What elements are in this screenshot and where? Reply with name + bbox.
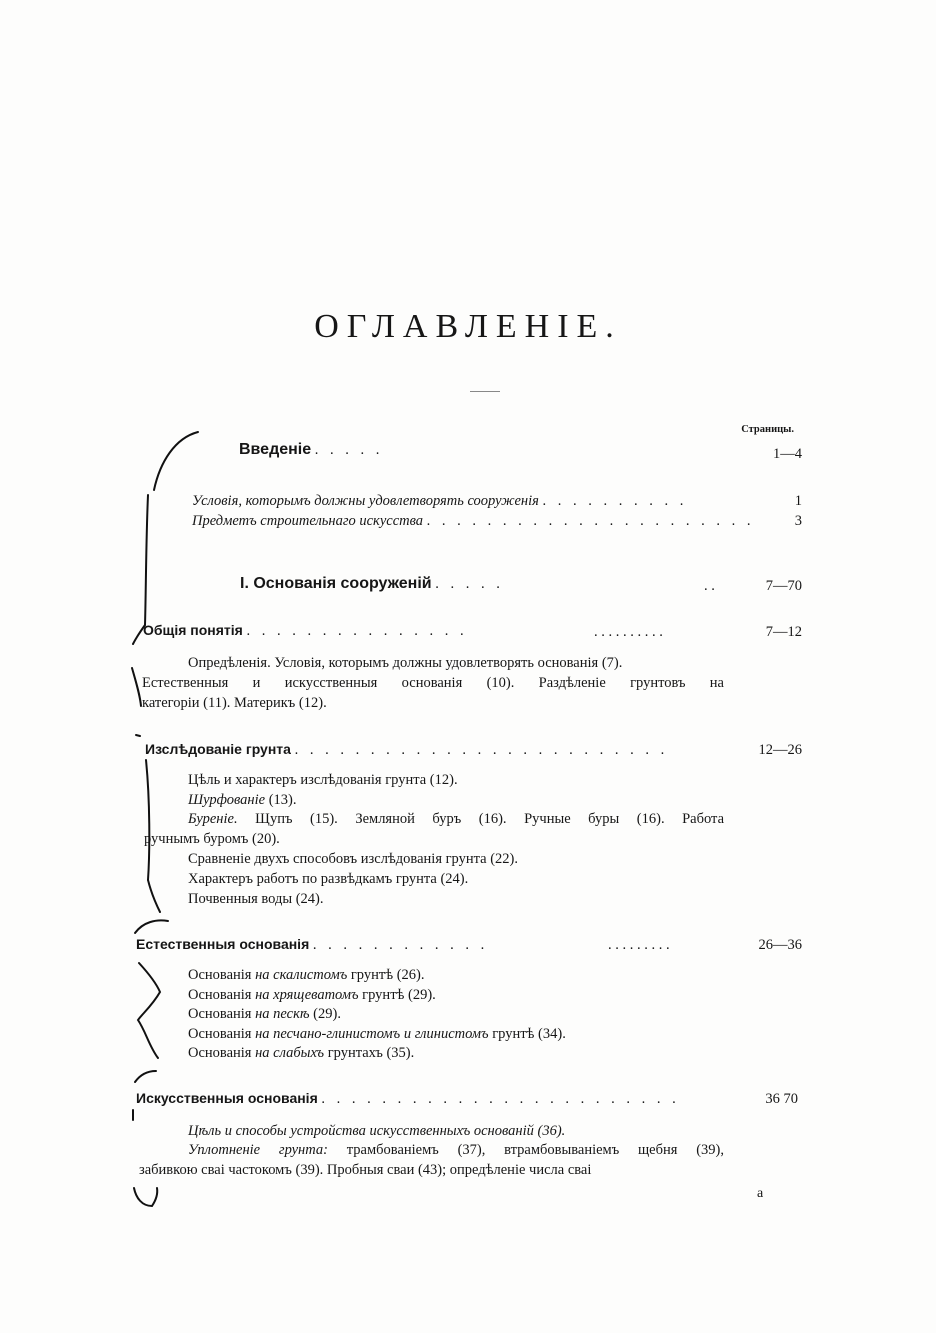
- toc-section-text: Основанія на пескѣ (29).: [188, 1006, 341, 1022]
- toc-section-text: Цѣль и способы устройства искусственныхъ основаній (36).: [188, 1123, 566, 1139]
- toc-section-pages: 7—12: [765, 624, 802, 640]
- toc-entry-label: Введеніе: [239, 441, 312, 458]
- toc-section-text: Опредѣленія. Условія, которымъ должны удовлетворять основанія (7).: [188, 655, 623, 671]
- toc-part-label: I. Основанія сооруженій: [240, 575, 432, 592]
- toc-leader: . . . . . . . . . . . . . . . . . . . . . .: [426, 513, 755, 529]
- toc-subentry-label: Предметъ строительнаго искусства: [192, 513, 424, 529]
- toc-leader: . .: [704, 578, 715, 594]
- toc-section-text: Характеръ работъ по развѣдкамъ грунта (24).: [188, 871, 469, 887]
- toc-section-text: Основанія на хрящеватомъ грунтѣ (29).: [188, 987, 436, 1003]
- toc-section-label: Общія понятія: [143, 622, 243, 638]
- toc-leader: . . . . . . . . . . . .: [312, 937, 489, 953]
- toc-section-label: Изслѣдованіе грунта: [145, 741, 291, 757]
- toc-section-pages: 36 70: [765, 1091, 798, 1107]
- toc-section-pages: 26—36: [758, 937, 802, 953]
- toc-leader: . . . . .: [435, 576, 504, 592]
- toc-section-text: ручнымъ буромъ (20).: [144, 831, 280, 847]
- toc-part-pages: 7—70: [765, 578, 802, 594]
- toc-leader: . . . . . . . . . . . . . . .: [246, 623, 468, 639]
- toc-entry-pages: 1—4: [773, 446, 802, 462]
- toc-leader: . . . . . . . . . . . . . . . . . . . . . . . . .: [294, 742, 669, 758]
- toc-section-label: Искусственныя основанія: [136, 1090, 318, 1106]
- toc-subentry-label: Условія, которымъ должны удовлетворять сооруженія: [192, 493, 539, 509]
- toc-section-text: забивкою сваі частокомъ (39). Пробныя сваи (43); опредѣленіе числа сваі: [139, 1162, 592, 1178]
- toc-section-text: категоріи (11). Материкъ (12).: [142, 695, 327, 711]
- toc-section-text: Основанія на скалистомъ грунтѣ (26).: [188, 967, 425, 983]
- toc-section-label: Естественныя основанія: [136, 936, 310, 952]
- toc-section-text: Уплотненіе грунта: трамбованіемъ (37), втрамбовываніемъ щебня (39),: [188, 1142, 724, 1158]
- toc-section-text: Естественныя и искусственныя основанія (10). Раздѣленіе грунтовъ на: [142, 675, 724, 691]
- toc-section-pages: 12—26: [758, 742, 802, 758]
- toc-leader: . . . . . . . . . .: [594, 624, 663, 640]
- toc-leader: . . . . . . . . . .: [542, 493, 688, 509]
- toc-section-text: Шурфованіе (13).: [188, 792, 297, 808]
- toc-section-text: Основанія на песчано-глинистомъ и глинистомъ грунтѣ (34).: [188, 1026, 566, 1042]
- toc-leader: . . . . . . . . . . . . . . . . . . . . . . . .: [321, 1091, 680, 1107]
- toc-section-text: Буреніе. Щупъ (15). Земляной буръ (16). Ручные буры (16). Работа: [188, 811, 724, 827]
- toc-leader: . . . . . . . . .: [608, 937, 670, 953]
- toc-section-text: Сравненіе двухъ способовъ изслѣдованія грунта (22).: [188, 851, 518, 867]
- toc-section-text: Почвенныя воды (24).: [188, 891, 324, 907]
- toc-subentry-page: 3: [794, 513, 802, 529]
- toc-subentry-page: 1: [794, 493, 802, 509]
- toc-section-text: Основанія на слабыхъ грунтахъ (35).: [188, 1045, 415, 1061]
- signature-mark: а: [757, 1186, 764, 1201]
- page-title: ОГЛАВЛЕНІЕ.: [314, 308, 622, 345]
- toc-section-text: Цѣль и характеръ изслѣдованія грунта (12).: [188, 772, 458, 788]
- pages-column-header: Страницы.: [741, 424, 794, 435]
- toc-leader: . . . . .: [314, 442, 384, 458]
